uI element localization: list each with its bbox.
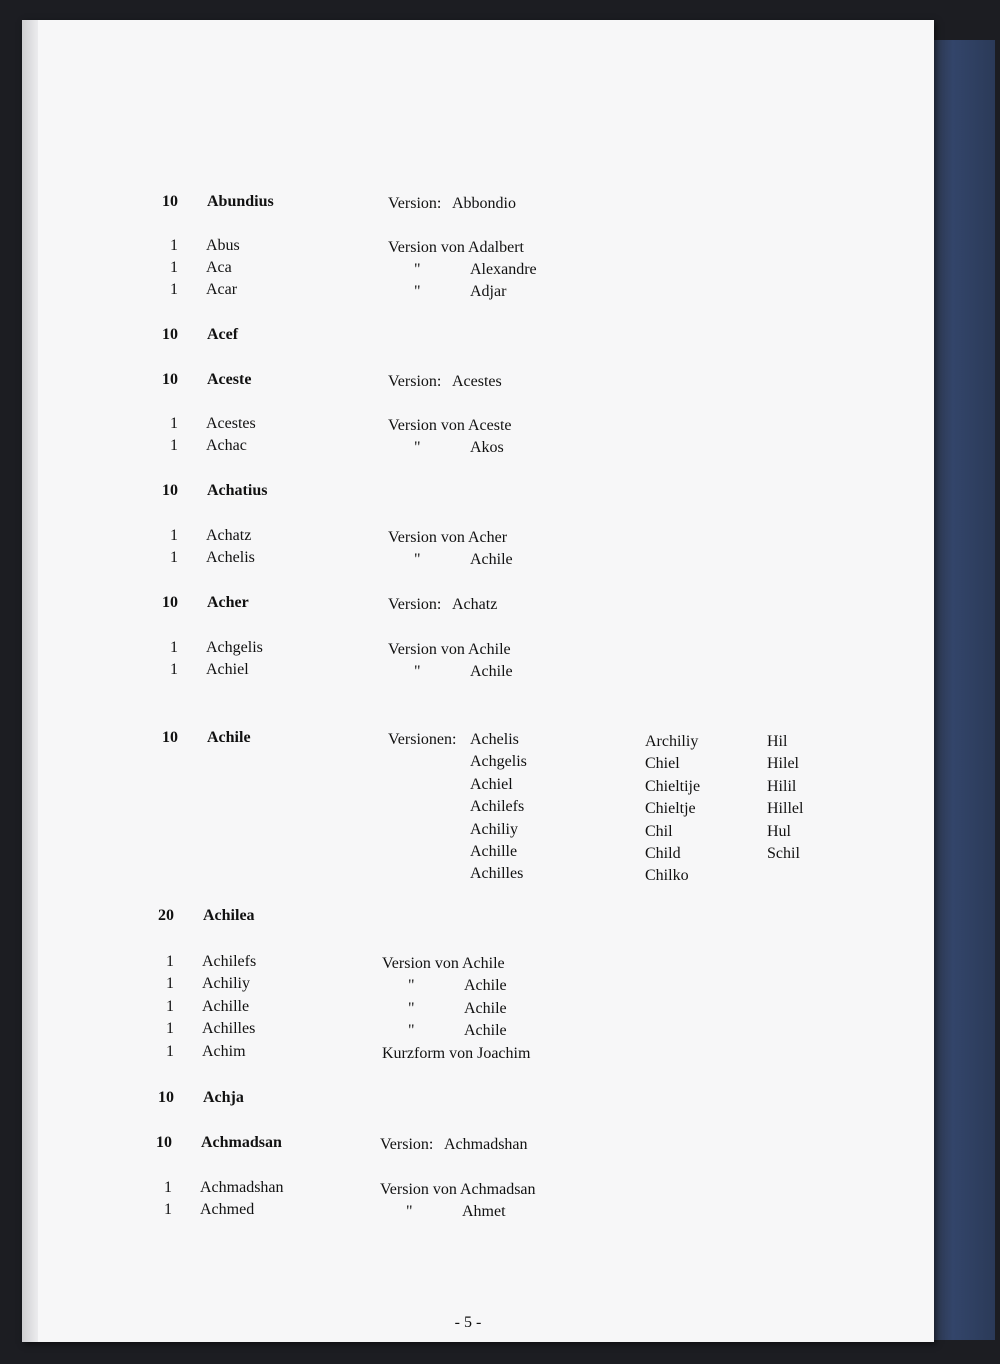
entry-score: 1 (164, 1179, 172, 1196)
entry-name: Aceste (207, 371, 252, 388)
variant-name: Adjar (470, 283, 507, 300)
entry-score: 1 (166, 1043, 174, 1060)
entry-note: " (408, 1022, 415, 1039)
variant-name: Achilles (470, 865, 524, 883)
variant-name-col3: Chil (645, 822, 673, 840)
entry-score: 20 (158, 907, 174, 924)
variant-name: Achilefs (470, 798, 525, 816)
entry-name: Achilles (202, 1020, 256, 1037)
entry-note: Version von Achmadsan (380, 1181, 536, 1198)
entry-note: Version von Aceste (388, 417, 512, 434)
variant-name: Achile (464, 1022, 507, 1039)
variant-name-col3: Chieltje (645, 800, 696, 818)
entry-score: 1 (170, 259, 178, 276)
entry-name: Acef (207, 326, 239, 343)
entry-score: 1 (166, 998, 174, 1015)
entry-note: Kurzform von Joachim (382, 1045, 531, 1062)
entry-score: 1 (166, 953, 174, 970)
entry-score: 10 (162, 371, 178, 388)
entry-score: 1 (170, 639, 178, 656)
entry-note: Version: (388, 596, 442, 613)
entry-note: " (414, 551, 421, 568)
variant-name-col3: Archiliy (645, 733, 699, 750)
entry-score: 1 (164, 1201, 172, 1218)
entry-score: 1 (170, 415, 178, 432)
entry-score: 1 (170, 281, 178, 298)
book-cover-edge (925, 40, 995, 1340)
entry-name: Achmed (200, 1201, 255, 1218)
entry-name: Achiliy (202, 975, 250, 992)
entry-note: " (406, 1203, 413, 1220)
variant-name-col3: Chilko (645, 867, 689, 885)
entry-name: Achille (202, 998, 250, 1015)
variant-name: Achmadshan (444, 1136, 528, 1153)
entry-note: " (408, 1000, 415, 1017)
entry-note: Version: (380, 1136, 434, 1153)
entry-note: Version: (388, 373, 442, 390)
entry-name: Achac (206, 437, 247, 454)
entry-score: 1 (166, 975, 174, 992)
variant-name: Achgelis (470, 753, 527, 771)
variant-name-col4: Schil (767, 845, 800, 862)
variant-name-col4: Hul (767, 822, 791, 840)
variant-name: Acestes (452, 373, 502, 390)
entry-score: 10 (162, 594, 178, 611)
entry-note: Version: (388, 195, 442, 212)
entry-name: Abundius (207, 193, 274, 210)
variant-name: Achelis (470, 731, 519, 748)
variant-name-col3: Child (645, 845, 681, 862)
entry-name: Achja (203, 1089, 244, 1106)
entry-name: Achatz (206, 527, 252, 544)
entry-note: " (414, 283, 421, 300)
variant-name: Achile (464, 977, 507, 994)
entry-name: Achile (207, 729, 251, 746)
entry-note: " (408, 977, 415, 994)
entry-score: 1 (166, 1020, 174, 1037)
variant-name-col4: Hillel (767, 800, 804, 818)
entry-name: Achatius (207, 482, 268, 499)
page-gutter-shadow (22, 20, 38, 1342)
entry-note: Version von Adalbert (388, 239, 524, 256)
page-number: - 5 - (454, 1314, 482, 1331)
variant-name: Ahmet (462, 1203, 506, 1220)
entry-note: " (414, 663, 421, 680)
entry-score: 1 (170, 527, 178, 544)
variant-name: Achile (470, 663, 513, 680)
variant-name: Achiliy (470, 820, 518, 838)
variant-name-col4: Hil (767, 733, 788, 750)
entry-note: Version von Achile (388, 641, 511, 658)
entry-name: Acher (207, 594, 249, 611)
entry-name: Aca (206, 259, 232, 276)
entry-name: Abus (206, 237, 240, 254)
entry-note: " (414, 439, 421, 456)
entry-score: 10 (156, 1134, 172, 1151)
entry-note: Versionen: (388, 731, 457, 748)
entry-name: Achiel (206, 661, 249, 678)
entry-score: 1 (170, 437, 178, 454)
entry-note: Version von Achile (382, 955, 505, 972)
entry-note: " (414, 261, 421, 278)
variant-name: Abbondio (452, 195, 516, 212)
entry-score: 10 (162, 193, 178, 210)
variant-name: Akos (470, 439, 504, 456)
entry-score: 10 (158, 1089, 174, 1106)
variant-name: Alexandre (470, 261, 537, 278)
entry-name: Achgelis (206, 639, 263, 656)
entry-name: Achmadsan (201, 1134, 282, 1151)
variant-name-col3: Chiel (645, 755, 680, 773)
entry-score: 1 (170, 661, 178, 678)
entry-score: 10 (162, 729, 178, 746)
entry-name: Acestes (206, 415, 256, 432)
variant-name: Achille (470, 843, 518, 860)
variant-name-col3: Chieltije (645, 777, 701, 795)
entry-score: 1 (170, 549, 178, 566)
entry-score: 10 (162, 326, 178, 343)
entry-name: Achilea (203, 907, 255, 924)
variant-name: Achatz (452, 596, 498, 613)
variant-name-col4: Hilel (767, 755, 799, 773)
entry-score: 1 (170, 237, 178, 254)
entry-name: Achelis (206, 549, 255, 566)
variant-name: Achile (464, 1000, 507, 1017)
entry-name: Achmadshan (200, 1179, 284, 1196)
entry-note: Version von Acher (388, 529, 508, 546)
entry-name: Achilefs (202, 953, 257, 970)
entry-name: Acar (206, 281, 238, 298)
variant-name: Achiel (470, 775, 513, 793)
variant-name-col4: Hilil (767, 777, 797, 795)
entry-score: 10 (162, 482, 178, 499)
variant-name: Achile (470, 551, 513, 568)
entry-name: Achim (202, 1043, 246, 1060)
